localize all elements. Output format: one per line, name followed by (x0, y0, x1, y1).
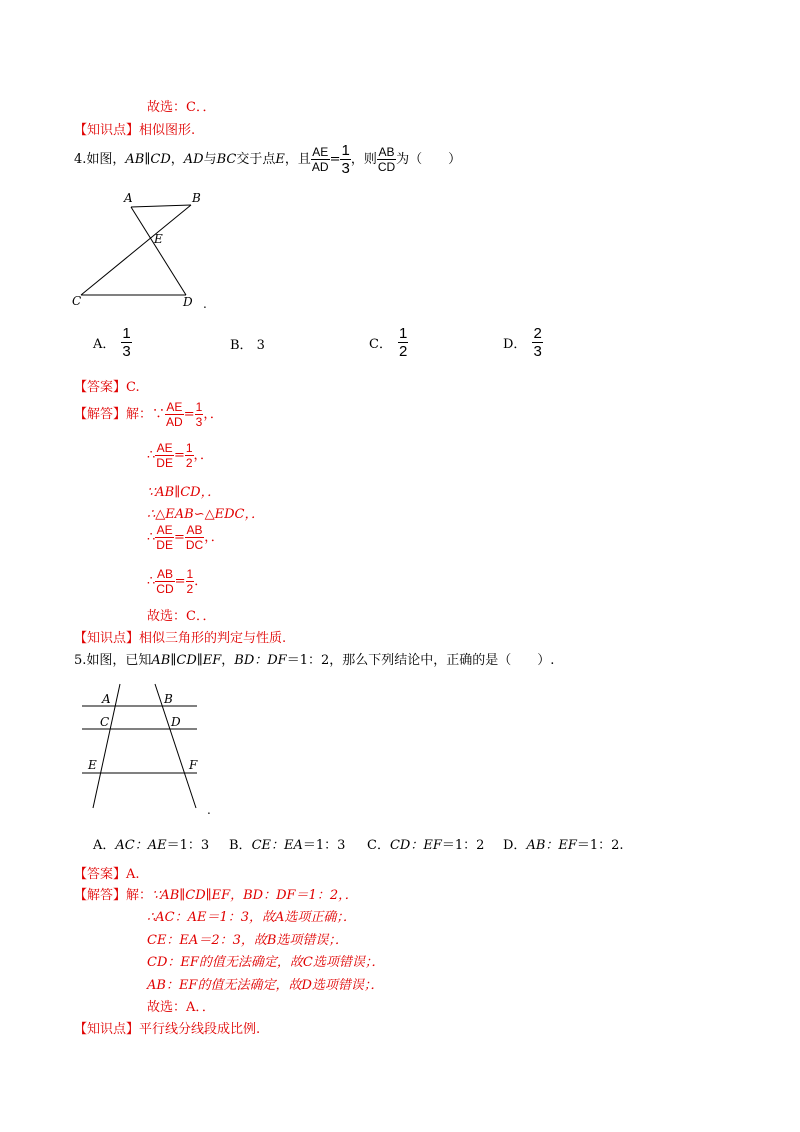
stem-text: ＝1：2，那么下列结论中，正确的是（ ）. (286, 653, 555, 668)
option-value: ＝1：3 (166, 838, 210, 853)
q5-solution-line-3: CE：EA＝2：3，故B选项错误；． (147, 933, 348, 948)
option-value: 3 (256, 338, 265, 353)
equals: = (173, 448, 185, 463)
stem-text: 与 (203, 152, 217, 167)
segment-bc: BC (216, 152, 237, 167)
prev-knowledge (74, 119, 195, 138)
step-fraction-left: $\frac{AB}{CD}$ (156, 567, 174, 596)
step-fraction-right: $\frac{1}{2}$ (185, 441, 193, 470)
knowledge-tag: 【知识点】 (74, 1022, 140, 1037)
label-e: E (154, 232, 163, 246)
stem-text: 如图，已知 (86, 653, 152, 668)
knowledge-text: 相似三角形的判定与性质. (139, 631, 287, 646)
option-ratio: CD：EF (389, 838, 442, 853)
fraction-ae-ad: $\frac{AE}{AD}$ (311, 145, 329, 174)
q5-option-b[interactable] (229, 834, 345, 853)
option-value: ＝1：2 (441, 838, 485, 853)
knowledge-text: 平行线分线段成比例. (139, 1022, 261, 1037)
q5-option-a[interactable] (93, 834, 209, 853)
q5-stem (74, 649, 554, 668)
option-value: ＝1：2. (576, 838, 624, 853)
option-letter: C． (367, 838, 390, 853)
step-fraction-right: $\frac{1}{2}$ (186, 567, 194, 596)
q5-solution-line-5: AB：EF的值无法确定，故D选项错误；． (147, 978, 384, 993)
solution-tag: 【解答】 (74, 407, 127, 422)
q4-figure (68, 188, 218, 314)
q4-option-d[interactable] (503, 326, 543, 359)
fraction-1-3: $\frac{1}{3}$ (341, 142, 350, 177)
solution-step: ∵AB∥CD∥EF，BD：DF＝1：2，． (152, 888, 358, 903)
label-c: C (72, 294, 82, 308)
step-prefix: ∴ (147, 448, 156, 463)
q4-stem (74, 140, 461, 180)
label-b: B (192, 191, 201, 205)
step-prefix: ∵ (152, 407, 166, 422)
option-letter: D． (503, 838, 527, 853)
q4-knowledge (74, 627, 286, 646)
solution-intro: 解： (126, 407, 153, 422)
knowledge-tag: 【知识点】 (74, 631, 140, 646)
option-letter: C． (369, 337, 392, 352)
q5-solution-line-4: CD：EF的值无法确定，故C选项错误；． (147, 955, 385, 970)
question-number: 4. (74, 152, 87, 167)
label-d: D (183, 295, 193, 309)
knowledge-tag: 【知识点】 (74, 123, 140, 138)
figure-dot: . (207, 803, 211, 816)
option-letter: A． (93, 337, 116, 352)
segment-ad-line (131, 207, 186, 295)
stem-text: 为（ ） (396, 152, 462, 167)
option-ratio: CE：EA (251, 838, 303, 853)
step-fraction-right: $\frac{AB}{DC}$ (185, 523, 204, 552)
q5-conclusion: 故选：A．． (147, 1000, 215, 1015)
option-fraction: $\frac{1}{2}$ (398, 325, 408, 360)
stem-text: 交于点 (236, 152, 276, 167)
step-fraction-left: $\frac{AE}{DE}$ (156, 441, 173, 470)
equals: = (329, 152, 341, 167)
comma: ， (221, 653, 235, 668)
step-prefix: ∴ (147, 530, 156, 545)
label-c: C (100, 715, 110, 729)
q4-option-b[interactable] (230, 334, 265, 353)
solution-intro: 解： (126, 888, 153, 903)
answer-value: C. (126, 380, 140, 395)
step-fraction-left: $\frac{AE}{DE}$ (156, 523, 173, 552)
option-letter: B． (230, 338, 253, 353)
option-letter: B． (229, 838, 252, 853)
label-a: A (102, 692, 111, 706)
step-fraction-right: $\frac{1}{3}$ (195, 400, 203, 429)
stem-text: ，则 (350, 152, 377, 167)
q4-option-a[interactable] (93, 326, 132, 359)
option-ratio: AB：EF (526, 838, 577, 853)
step-tail: ． (194, 574, 208, 589)
q5-solution-line-2: ∴AC：AE＝1：3，故A选项正确；． (147, 910, 356, 925)
solution-tag: 【解答】 (74, 888, 127, 903)
stem-text: 如图， (86, 152, 126, 167)
label-f: F (189, 758, 198, 772)
label-b: B (164, 692, 173, 706)
step-tail: ，． (203, 407, 223, 422)
q4-solution-line-3: ∵AB∥CD，． (147, 485, 221, 500)
q4-solution-line-5 (147, 518, 224, 558)
comma: ， (170, 152, 184, 167)
equals: = (173, 530, 185, 545)
q4-option-c[interactable] (369, 326, 408, 359)
answer-tag: 【答案】 (74, 380, 127, 395)
answer-value: A. (126, 867, 140, 882)
step-tail: ，． (193, 448, 214, 463)
stem-text: ，且 (284, 152, 311, 167)
question-number: 5. (74, 653, 87, 668)
point-e: E (275, 152, 285, 167)
step-prefix: ∴ (147, 574, 156, 589)
q4-solution-line-6 (147, 562, 207, 602)
segment-cd: CD (150, 152, 171, 167)
step-fraction-left: $\frac{AE}{AD}$ (166, 400, 183, 429)
label-a: A (124, 191, 133, 205)
segment-ab: AB (125, 152, 145, 167)
knowledge-text: 相似图形. (139, 123, 196, 138)
q5-figure (76, 680, 221, 816)
label-d: D (171, 715, 181, 729)
equals: = (174, 574, 186, 589)
parallel-symbol: ∥ (144, 152, 151, 167)
q4-solution-line-1 (74, 397, 223, 433)
transversal-bdf (155, 684, 196, 808)
option-fraction: $\frac{1}{3}$ (122, 325, 131, 360)
q5-solution-line-1 (74, 884, 358, 903)
q5-option-d[interactable] (503, 834, 624, 853)
q4-solution-line-2 (147, 438, 213, 474)
parallel-lines: AB∥CD∥EF (151, 653, 222, 668)
option-ratio: AC：AE (115, 838, 167, 853)
q4-solution-line-4: ∴△EAB∽△EDC，． (147, 507, 264, 522)
equals: = (183, 407, 195, 422)
q4-conclusion: 故选：C．． (147, 609, 216, 624)
ratio-bd-df: BD：DF (234, 653, 287, 668)
q4-answer (74, 376, 140, 395)
segment-ab-line (131, 205, 191, 207)
answer-tag: 【答案】 (74, 867, 127, 882)
option-value: ＝1：3 (302, 838, 346, 853)
step-tail: ，． (204, 530, 224, 545)
option-letter: D． (503, 337, 527, 352)
q5-option-c[interactable] (367, 834, 484, 853)
segment-ad: AD (183, 152, 204, 167)
q5-knowledge (74, 1018, 260, 1037)
prev-conclusion: 故选：C．． (147, 100, 216, 115)
segment-bc-line (81, 205, 191, 295)
option-letter: A． (93, 838, 116, 853)
fraction-ab-cd: $\frac{AB}{CD}$ (377, 145, 396, 174)
q5-answer (74, 863, 140, 882)
figure-dot: . (203, 297, 207, 311)
option-fraction: $\frac{2}{3}$ (533, 325, 542, 360)
label-e: E (88, 758, 97, 772)
